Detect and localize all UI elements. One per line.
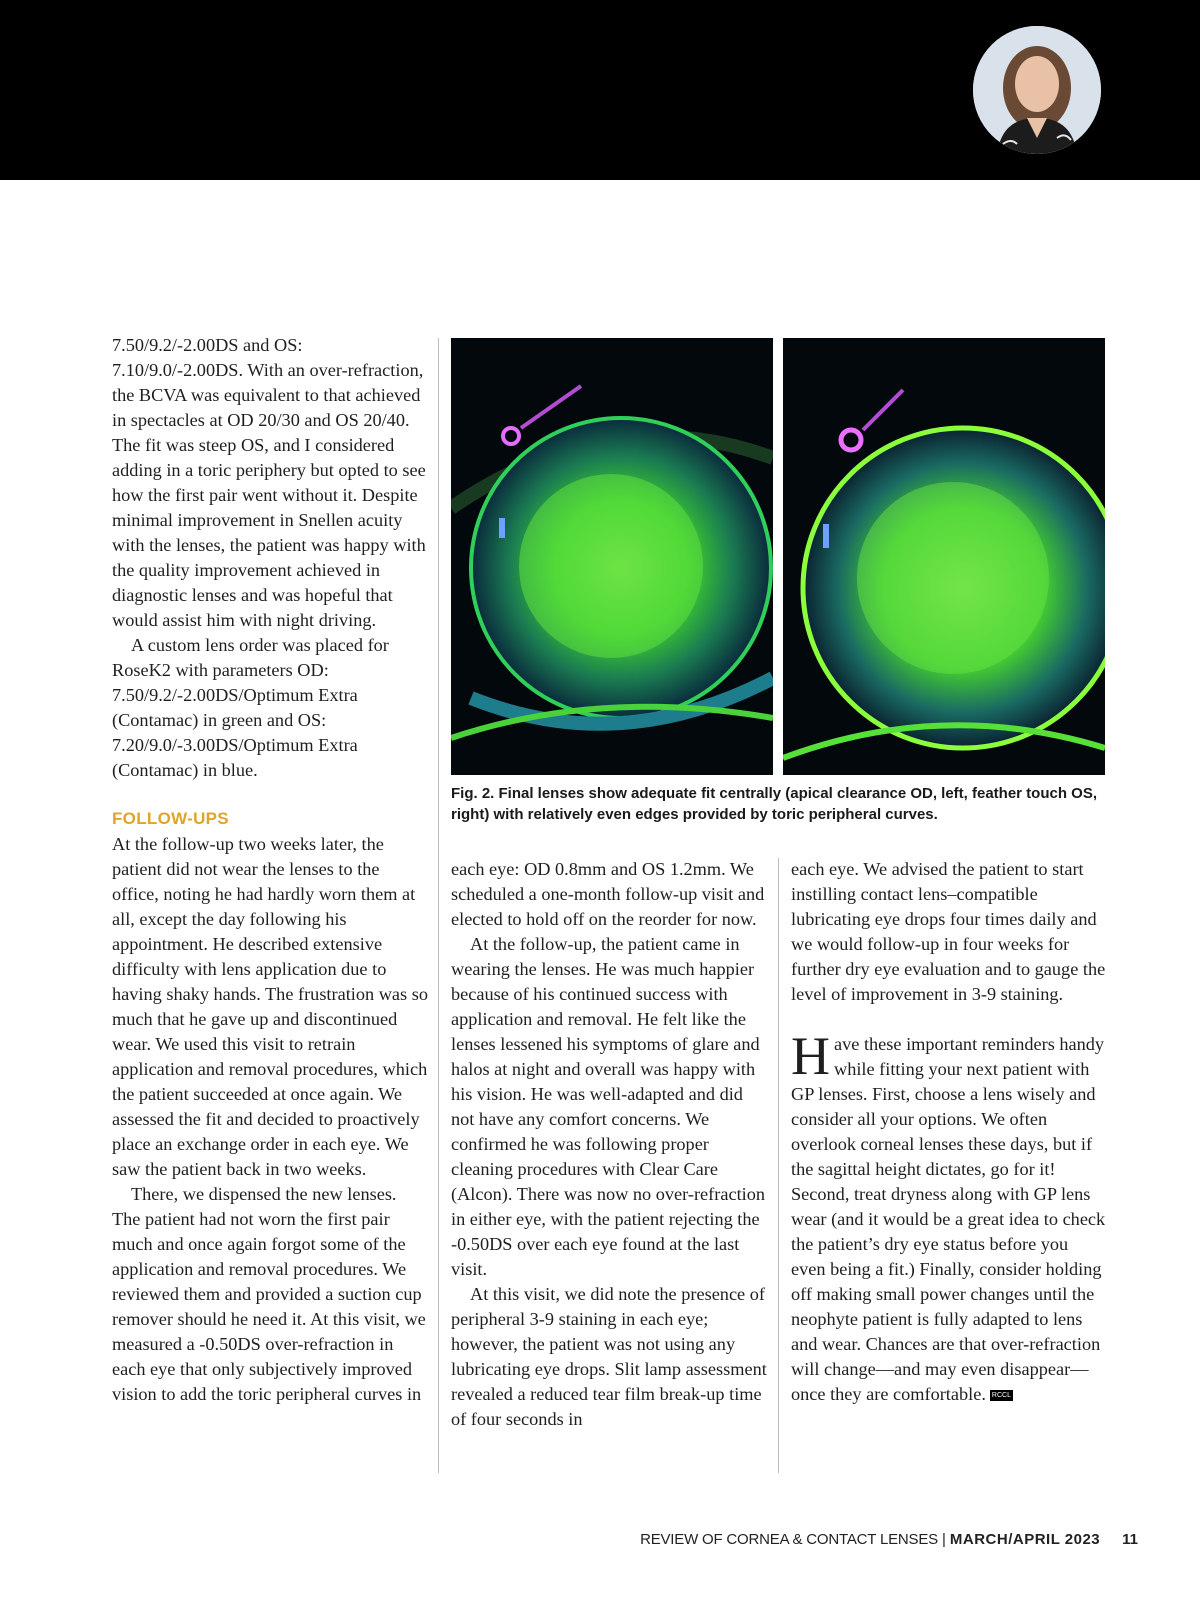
column-divider xyxy=(438,338,439,1473)
paragraph-text: ave these important reminders handy while fitting your next patient with GP lenses. First, choose a lens wisely and consider all your options. We often overlook corneal lenses these days, but if the sagittal height dictates, go for it! Second, treat dryness along with GP lens wear (and it would be a great idea to check the patient’s dry eye status before you even being a fit.) Finally, consider holding off making small power changes until the neophyte patient is fully adapted to lens and wear. Chances are that over-refraction will change—and may even disappear—once they are comfortable. xyxy=(791,1034,1106,1404)
section-heading: FOLLOW-UPS xyxy=(112,809,229,828)
paragraph: 7.50/9.2/-2.00DS and OS: 7.10/9.0/-2.00DS. With an over-refraction, the BCVA was equivalent to that achieved in spectacles at OD 20/30 and OS 20/40. The fit was steep OS, and I considered adding in a toric periphery but opted to see how the first pair went without it. Despite minimal improvement in Snellen acuity with the lenses, the patient was happy with the quality improvement achieved in diagnostic lenses and was hopeful that would assist him with night driving. xyxy=(112,335,426,630)
figure-lens-photos xyxy=(451,338,1105,775)
article-column-1-bottom xyxy=(112,832,428,1407)
closing-paragraph xyxy=(791,1026,1107,1407)
drop-cap: H xyxy=(791,1026,830,1086)
column-divider xyxy=(778,858,779,1473)
issue-date: MARCH/APRIL 2023 xyxy=(949,1531,1101,1548)
paragraph: At this visit, we did note the presence of peripheral 3-9 staining in each eye; however, the patient was not using any lubricating eye drops. Slit lamp assessment revealed a reduced tear film break-up time of four seconds in xyxy=(451,1284,767,1429)
paragraph: At the follow-up two weeks later, the patient did not wear the lenses to the office, noting he had hardly worn them at all, except the day following his appointment. He described extensive difficulty with lens application due to having shaky hands. The frustration was so much that he gave up and discontinued wear. We used this visit to retrain application and removal procedures, which the patient succeeded at once again. We assessed the fit and decided to proactively place an exchange order in each eye. We saw the patient back in two weeks. xyxy=(112,834,428,1179)
figure-caption: Fig. 2. Final lenses show adequate fit centrally (apical clearance OD, left, feather touch OS, right) with relatively even edges provided by toric peripheral curves. xyxy=(451,785,1098,823)
article-column-3 xyxy=(791,857,1107,1407)
paragraph: A custom lens order was placed for RoseK2 with parameters OD: 7.50/9.2/-2.00DS/Optimum Extra (Contamac) in green and OS: 7.20/9.0/-3.00DS/Optimum Extra (Contamac) in blue. xyxy=(112,635,389,780)
lens-photo-os xyxy=(783,338,1105,775)
publication-name: REVIEW OF CORNEA & CONTACT LENSES xyxy=(640,1531,938,1548)
page-footer xyxy=(640,1531,1138,1548)
author-photo xyxy=(973,26,1101,154)
footer-separator: | xyxy=(941,1531,946,1548)
paragraph: There, we dispensed the new lenses. The patient had not worn the first pair much and once again forgot some of the application and removal procedures. We reviewed them and provided a suction cup remover should he need it. At this visit, we measured a -0.50DS over-refraction in each eye that only subjectively improved vision to add the toric peripheral curves in xyxy=(112,1184,426,1404)
article-column-1-top xyxy=(112,333,428,783)
paragraph: each eye. We advised the patient to start instilling contact lens–compatible lubricating eye drops four times daily and we would follow-up in four weeks for further dry eye evaluation and to gauge the level of improvement in 3-9 staining. xyxy=(791,859,1106,1004)
page-number: 11 xyxy=(1122,1531,1138,1548)
end-mark-icon: RCCL xyxy=(991,1392,1011,1400)
paragraph: each eye: OD 0.8mm and OS 1.2mm. We scheduled a one-month follow-up visit and elected to hold off on the reorder for now. xyxy=(451,859,765,929)
lens-photo-od xyxy=(451,338,773,775)
paragraph: At the follow-up, the patient came in wearing the lenses. He was much happier because of his continued success with application and removal. He felt like the lenses lessened his symptoms of glare and halos at night and overall was happy with his vision. He was well-adapted and did not have any comfort concerns. We confirmed he was following proper cleaning procedures with Clear Care (Alcon). There was now no over-refraction in either eye, with the patient rejecting the -0.50DS over each eye found at the last visit. xyxy=(451,934,766,1279)
article-column-2 xyxy=(451,857,767,1432)
